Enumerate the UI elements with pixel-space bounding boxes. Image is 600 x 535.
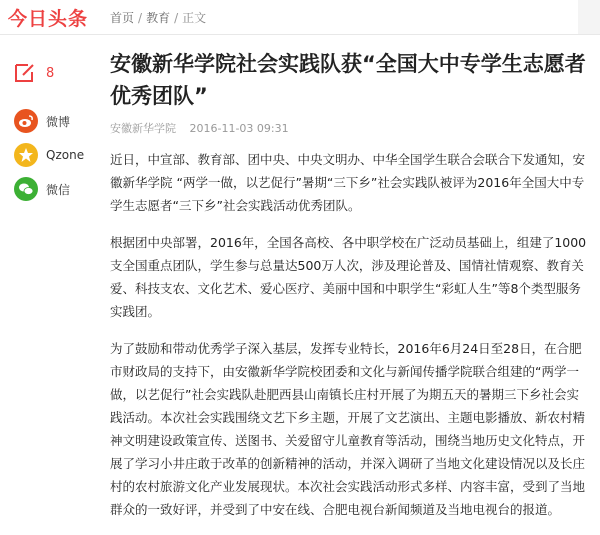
share-wechat-label: 微信: [46, 182, 71, 197]
qzone-icon: [14, 143, 38, 167]
comment-button[interactable]: [14, 60, 94, 86]
breadcrumb-education[interactable]: 教育: [146, 11, 171, 25]
wechat-icon: [14, 177, 38, 201]
share-qzone-button[interactable]: [14, 142, 94, 168]
share-wechat-button[interactable]: [14, 176, 94, 202]
breadcrumb: [110, 9, 206, 26]
corner-panel: [578, 0, 600, 34]
share-sidebar: [14, 60, 94, 210]
comment-count: 8: [46, 65, 55, 81]
article-title: 安徽新华学院社会实践队获“全国大中专学生志愿者优秀团队”: [110, 52, 586, 108]
share-weibo-label: 微博: [46, 114, 71, 129]
article: [110, 48, 590, 535]
breadcrumb-home[interactable]: 首页: [110, 11, 135, 25]
share-weibo-button[interactable]: [14, 108, 94, 134]
breadcrumb-separator: /: [174, 11, 179, 25]
weibo-icon: [14, 109, 38, 133]
comment-icon: [14, 63, 36, 83]
article-paragraph-2: 根据团中央部署，2016年，全国各高校、各中职学校在广泛动员基础上，组建了1000支全国重点团队，学生参与总量达500万人次，涉及理论普及、国情社情观察、教育关爱、科技支农、文化艺术、爱心医疗、美丽中国和中职学生“彩虹人生”等8个类型服务实践团。: [110, 235, 587, 319]
top-bar: [0, 0, 600, 35]
article-paragraph-1: 近日，中宣部、教育部、团中央、中央文明办、中华全国学生联合会联合下发通知，安徽新华学院 “两学一做，以艺促行”暑期“三下乡”社会实践队被评为2016年全国大中专学生志愿者“三下乡”社会实践活动优秀团队。: [110, 152, 586, 213]
breadcrumb-current: 正文: [182, 11, 207, 25]
article-source[interactable]: 安徽新华学院: [110, 122, 176, 135]
share-qzone-label: Qzone: [46, 148, 85, 162]
toutiao-logo[interactable]: 今日头条: [8, 8, 89, 30]
breadcrumb-separator: /: [138, 11, 143, 25]
article-meta: [110, 120, 590, 136]
article-date: 2016-11-03 09:31: [189, 122, 289, 135]
meta-spacer: [110, 136, 590, 148]
article-paragraph-3: 为了鼓励和带动优秀学子深入基层，发挥专业特长，2016年6月24日至28日，在合肥市财政局的支持下，由安徽新华学院校团委和文化与新闻传播学院联合组建的“两学一做，以艺促行”社会实践队赴肥西县山南镇长庄村开展了为期五天的暑期三下乡社会实践活动。本次社会实践围绕文艺下乡主题，开展了文艺演出、主题电影播放、新农村精神文明建设政策宣传、送图书、关爱留守儿童教育等活动，围绕当地历史文化特点，开展了学习小井庄敢于改革的创新精神的活动，并深入调研了当地文化建设情况以及长庄村的农村旅游文化产业发展现状。本次社会实践活动形式多样、内容丰富，受到了当地群众的一致好评，并受到了中安在线、合肥电视台新闻频道及当地电视台的报道。: [110, 341, 586, 517]
